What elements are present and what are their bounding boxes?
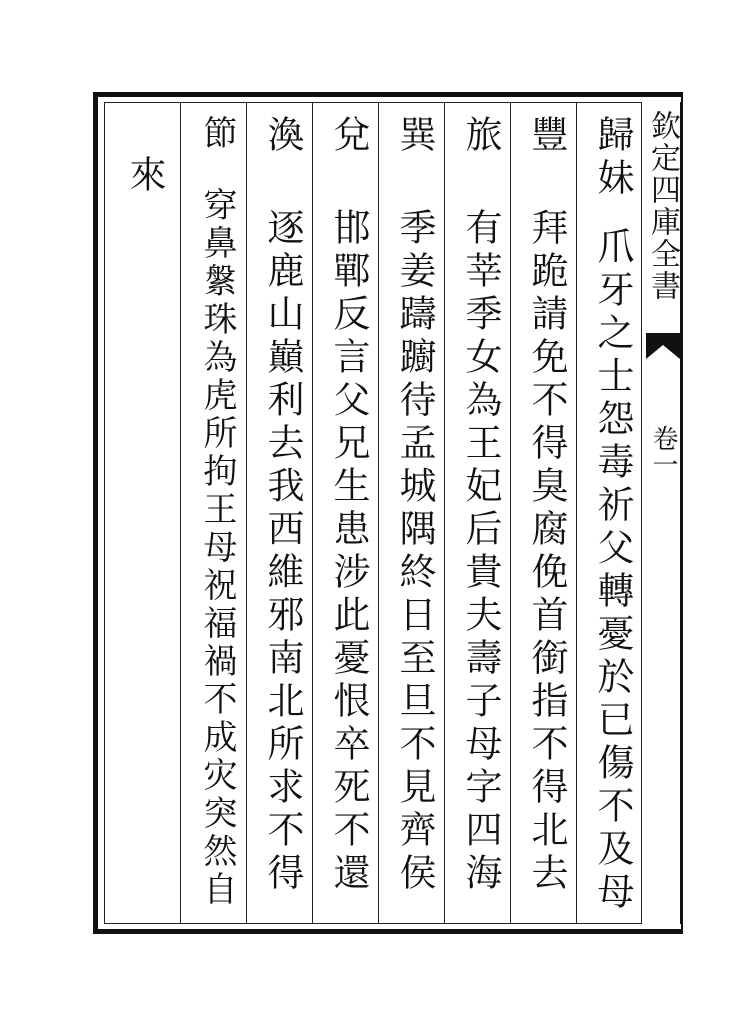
verse-text: 穿鼻縏珠為虎所拘王母祝福禍不成灾突然自 bbox=[197, 187, 237, 909]
hexagram-name: 兌 bbox=[327, 115, 370, 158]
verse-text: 逐鹿山巔利去我西維邪南北所求不得 bbox=[261, 208, 304, 896]
text-column bbox=[520, 115, 572, 896]
verse-text: 有莘季女為王妃后貴夫壽子母字四海 bbox=[459, 208, 502, 896]
verse-text: 拜跪請免不得臭腐俛首銜指不得北去 bbox=[525, 208, 568, 896]
hexagram-name: 歸妹 bbox=[591, 115, 634, 201]
fish-tail-mark-icon bbox=[646, 333, 680, 359]
hexagram-name: 節 bbox=[197, 115, 237, 153]
column-rule bbox=[180, 102, 181, 924]
verse-text: 爪牙之士怨毒祈父轉憂於已傷不及母 bbox=[591, 227, 634, 915]
verse-text: 季姜躊躕待孟城隅終日至旦不見齊侯 bbox=[393, 208, 436, 896]
column-rule bbox=[246, 102, 247, 924]
verse-text: 邯鄲反言父兄生患涉此憂恨卒死不還 bbox=[327, 208, 370, 896]
hexagram-name: 渙 bbox=[261, 115, 304, 158]
text-column bbox=[388, 115, 440, 896]
book-title: 欽定四庫全書 bbox=[645, 110, 680, 302]
volume-label: 卷一 bbox=[648, 425, 678, 477]
continuation-character: 來 bbox=[123, 155, 166, 192]
hexagram-name: 旅 bbox=[459, 115, 502, 158]
column-rule bbox=[378, 102, 379, 924]
text-column bbox=[322, 115, 374, 896]
hexagram-name: 豐 bbox=[525, 115, 568, 158]
column-rule bbox=[444, 102, 445, 924]
text-column bbox=[586, 115, 638, 915]
text-column bbox=[190, 115, 242, 909]
column-rule bbox=[576, 102, 577, 924]
column-rule bbox=[312, 102, 313, 924]
text-column bbox=[256, 115, 308, 896]
column-rule bbox=[510, 102, 511, 924]
hexagram-name: 巽 bbox=[393, 115, 436, 158]
text-column bbox=[454, 115, 506, 896]
